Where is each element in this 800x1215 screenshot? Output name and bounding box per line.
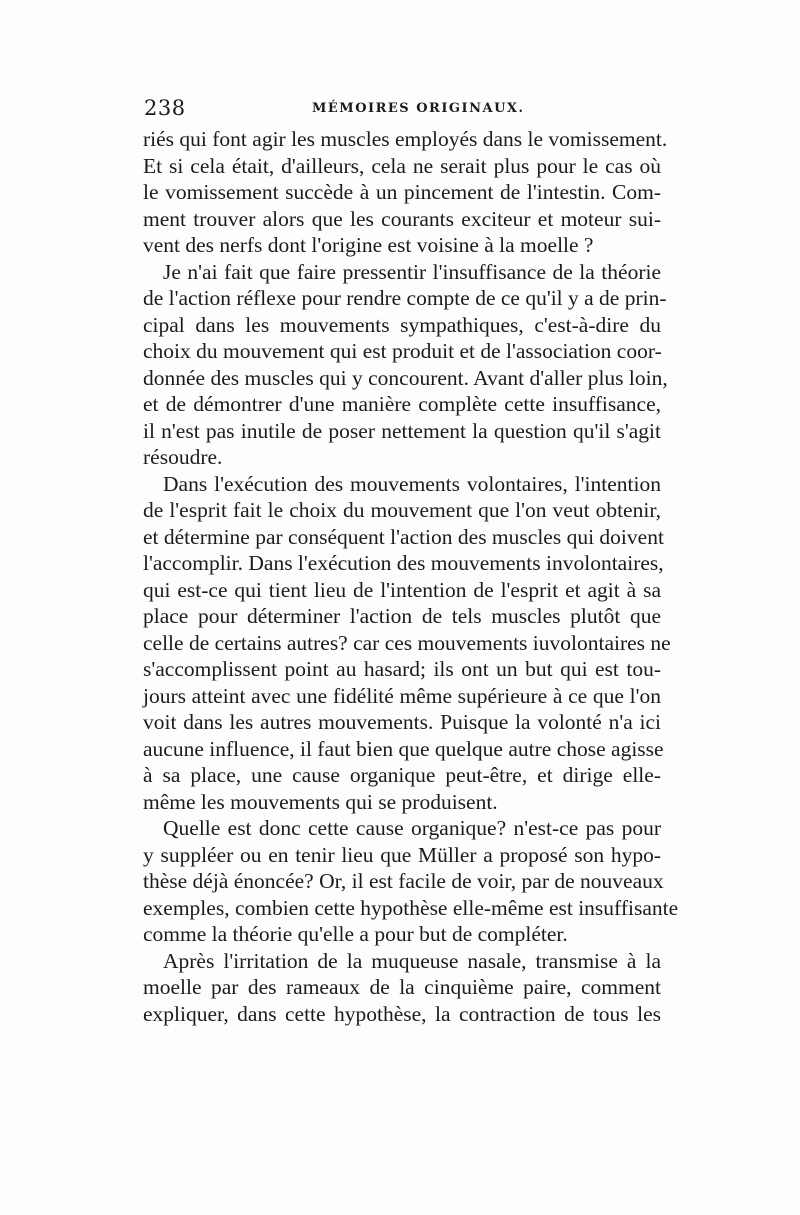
text-line: y suppléer ou en tenir lieu que Müller a proposé son hypo- [143, 842, 661, 867]
text-line: vent des nerfs dont l'origine est voisine à la moelle ? [143, 233, 594, 257]
text-line: l'accomplir. Dans l'exécution des mouvements involontaires, [143, 551, 664, 575]
text-line: et de démontrer d'une manière complète cette insuffisance, [143, 392, 661, 416]
text-line: de l'esprit fait le choix du mouvement que l'on veut obtenir, [143, 498, 661, 522]
page-header [144, 96, 660, 126]
text-line: cipal dans les mouvements sympathiques, c'est-à-dire du [143, 312, 661, 337]
text-line: et détermine par conséquent l'action des muscles qui doivent [143, 524, 664, 549]
text-line: jours atteint avec une fidélité même supérieure à ce que l'on [143, 683, 661, 708]
text-line: ment trouver alors que les courants exciteur et moteur sui- [143, 206, 661, 231]
text-line: moelle par des rameaux de la cinquième paire, comment [143, 975, 661, 999]
text-line: thèse déjà énoncée? Or, il est facile de voir, par de nouveaux [143, 869, 664, 893]
text-line: Je n'ai fait que faire pressentir l'insuffisance de la théorie [163, 259, 661, 284]
text-line: comme la théorie qu'elle a pour but de compléter. [143, 922, 568, 946]
text-line: exemples, combien cette hypothèse elle-même est insuffisante [143, 895, 679, 920]
running-head: MÉMOIRES ORIGINAUX. [312, 101, 525, 116]
text-line: résoudre. [143, 445, 223, 469]
text-line: place pour déterminer l'action de tels muscles plutôt que [143, 604, 661, 628]
text-line: s'accomplissent point au hasard; ils ont un but qui est tou- [143, 657, 661, 681]
page-number: 238 [144, 96, 186, 120]
text-line: il n'est pas inutile de poser nettement la question qu'il s'agit [143, 418, 661, 443]
text-line: Dans l'exécution des mouvements volontaires, l'intention [163, 471, 661, 496]
text-line: de l'action réflexe pour rendre compte de ce qu'il y a de prin- [143, 286, 667, 310]
text-line: Quelle est donc cette cause organique? n'est-ce pas pour [163, 816, 661, 840]
text-line: expliquer, dans cette hypothèse, la contraction de tous les [143, 1001, 661, 1026]
text-line: voit dans les autres mouvements. Puisque la volonté n'a ici [143, 710, 661, 734]
text-line: Après l'irritation de la muqueuse nasale, transmise à la [163, 948, 661, 973]
text-line: même les mouvements qui se produisent. [143, 789, 498, 814]
text-line: à sa place, une cause organique peut-être, et dirige elle- [143, 763, 661, 787]
text-line: qui est-ce qui tient lieu de l'intention de l'esprit et agit à sa [143, 577, 661, 602]
text-line: riés qui font agir les muscles employés dans le vomissement. [143, 127, 668, 151]
text-line: choix du mouvement qui est produit et de l'association coor- [143, 339, 662, 363]
text-line: aucune influence, il faut bien que quelque autre chose agisse [143, 736, 664, 761]
text-line: le vomissement succède à un pincement de l'intestin. Com- [143, 180, 661, 204]
text-line: celle de certains autres? car ces mouvements iuvolontaires ne [143, 630, 671, 655]
text-line: Et si cela était, d'ailleurs, cela ne serait plus pour le cas où [143, 153, 661, 178]
text-line: donnée des muscles qui y concourent. Avant d'aller plus loin, [143, 365, 668, 390]
body-text [143, 126, 679, 1027]
